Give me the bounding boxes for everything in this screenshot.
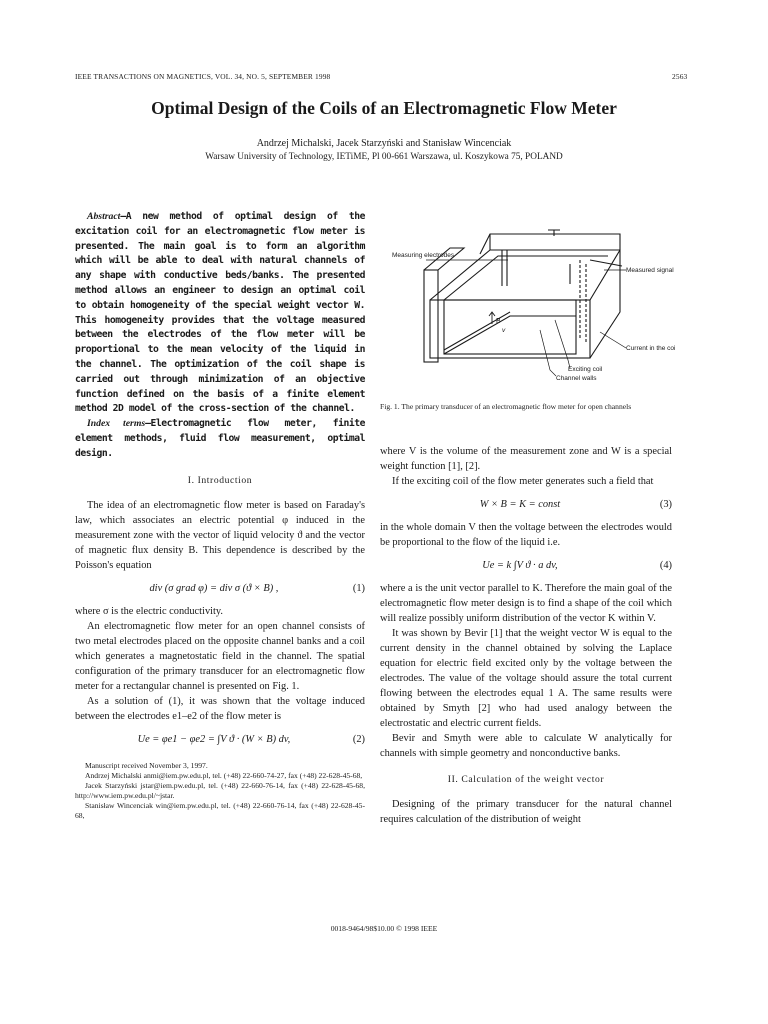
label-v: v <box>502 327 506 334</box>
equation-number: (2) <box>352 733 365 745</box>
footnotes <box>75 761 365 821</box>
paragraph: The idea of an electromagnetic flow meter is based on Faraday's law, which associates an electric potential φ induced in the measurement zone with the vector of liquid velocity ϑ and the vector of magnetic flux density B. This dependence is described by the Poisson's equation <box>75 499 365 571</box>
footnote: Jacek Starzyński jstar@iem.pw.edu.pl, tel. (+48) 22-660-76-14, fax (+48) 22-628-45-68, http://www.iem.pw.edu.pl/~jstar. <box>75 780 365 800</box>
paragraph: If the exciting coil of the flow meter generates such a field that <box>392 476 654 487</box>
index-terms-text: —Electromagnetic flow meter, finite element methods, fluid flow measurement, optimal design. <box>75 418 366 459</box>
equation-body: W × B = K = const <box>479 499 561 510</box>
coil-left <box>424 270 438 362</box>
paragraph: Bevir and Smyth were able to calculate W analytically for channels with simple geometry and nonconductive banks. <box>380 733 672 759</box>
abstract-text: —A new method of optimal design of the excitation coil for an electromagnetic flow meter is presented. The main goal is to form an algorithm which will be able to deal with natural channels of any shape with conductive beds/banks. The presented method allows an engineer to design an optimal coil to obtain homogeneity of the special weight vector W. This homogeneity provides that the voltage measured between the electrodes of the flow meter will be proportional to the mean velocity of the liquid in the channel. The optimization of the coil shape is carried out through minimization of an objective function defined on the basis of a finite element method 2D model of the cross-section of the channel. <box>75 211 365 415</box>
paper-title: Optimal Design of the Coils of an Electromagnetic Flow Meter <box>151 98 617 118</box>
section-heading-weight-vector: II. Calculation of the weight vector <box>447 774 605 785</box>
equation-4 <box>380 558 672 573</box>
paragraph: As a solution of (1), it was shown that the voltage induced between the electrodes e1–e2 of the flow meter is <box>75 695 365 722</box>
equation-number: (4) <box>659 560 672 571</box>
abstract-label: Abstract <box>87 211 121 222</box>
equation-1 <box>75 581 365 596</box>
footnote: Andrzej Michalski anmi@iem.pw.edu.pl, tel. (+48) 22-660-74-27, fax (+48) 22-628-45-68, <box>85 770 363 780</box>
journal-header: IEEE TRANSACTIONS ON MAGNETICS, VOL. 34, NO. 5, SEPTEMBER 1998 <box>75 72 331 81</box>
label-signal: Measured signal <box>626 267 674 274</box>
equation-number: (3) <box>659 499 672 510</box>
abstract <box>75 210 365 417</box>
index-terms-label: Index terms <box>87 418 146 430</box>
water-surface <box>444 316 576 354</box>
authors: Andrzej Michalski, Jacek Starzyński and Stanisław Wincenciak <box>256 138 512 149</box>
equation-2 <box>75 732 365 747</box>
paragraph: An electromagnetic flow meter for an open channel consists of two metal electrodes placed on the opposite channel banks and a coil which generates a magnetostatic field in the channel. The spatial configuration of the primary transducer for an electromagnetic flow meter for a rectangular channel is presented on Fig. 1. <box>75 620 365 692</box>
equation-body: div (σ grad φ) = div σ (ϑ × B) , <box>149 582 279 594</box>
left-column <box>75 210 365 821</box>
page-number: 2563 <box>672 72 688 81</box>
equation-body: Ue = φe1 − φe2 = ∫V ϑ · (W × B) dv, <box>137 733 291 745</box>
paragraph: Designing of the primary transducer for the natural channel requires calculation of the distribution of weight <box>380 799 672 825</box>
equation-number: (1) <box>352 582 365 594</box>
electrode <box>502 250 507 286</box>
footnote: Stanisław Wincenciak win@iem.pw.edu.pl, tel. (+48) 22-660-76-14, fax (+48) 22-628-45-68, <box>75 800 365 820</box>
figure-caption: Fig. 1. The primary transducer of an electromagnetic flow meter for open channels <box>380 402 632 411</box>
equation-3 <box>380 497 672 512</box>
right-column <box>380 444 672 827</box>
figure-transducer <box>390 220 675 385</box>
affiliation: Warsaw University of Technology, IETiME, Pl 00-661 Warszawa, ul. Koszykowa 75, POLAND <box>205 152 563 162</box>
equation-body: Ue = k ∫V ϑ · a dv, <box>482 560 558 571</box>
coil-frame <box>480 234 620 254</box>
label-current: Current in the coil <box>626 345 675 352</box>
label-coil: Exciting coil <box>568 366 603 373</box>
paragraph: where a is the unit vector parallel to K. Therefore the main goal of the electromagnetic flow meter design is to find a shape of the coil which will realize possibly uniform distribution of the vector K within V. <box>380 583 672 624</box>
channel-inner <box>444 300 576 354</box>
copyright-footer: 0018-9464/98$10.00 © 1998 IEEE <box>330 924 438 933</box>
paragraph: in the whole domain V then the voltage between the electrodes would be proportional to the flow of the liquid i.e. <box>380 522 672 548</box>
paragraph: It was shown by Bevir [1] that the weight vector W is equal to the current density in the channel obtained by solving the Laplace equation for electric field excited only by the voltage between the electrodes. The value of the voltage should assure the total current flowing between the electrodes equal 1 A. The same results were obtained by Smyth [2] who had used analogy between the electrostatic and electric current fields. <box>380 628 672 729</box>
paragraph: where σ is the electric conductivity. <box>75 605 224 617</box>
transducer-diagram <box>390 220 675 385</box>
channel-front <box>430 300 590 358</box>
footnote: Manuscript received November 3, 1997. <box>85 760 208 770</box>
paragraph: where V is the volume of the measurement zone and W is a special weight function [1], [2]. <box>380 446 672 472</box>
label-walls: Channel walls <box>556 375 597 382</box>
section-heading-introduction: I. Introduction <box>187 474 253 486</box>
label-electrodes: Measuring electrodes <box>392 252 455 259</box>
label-b: B <box>496 318 501 325</box>
index-terms <box>75 417 365 461</box>
